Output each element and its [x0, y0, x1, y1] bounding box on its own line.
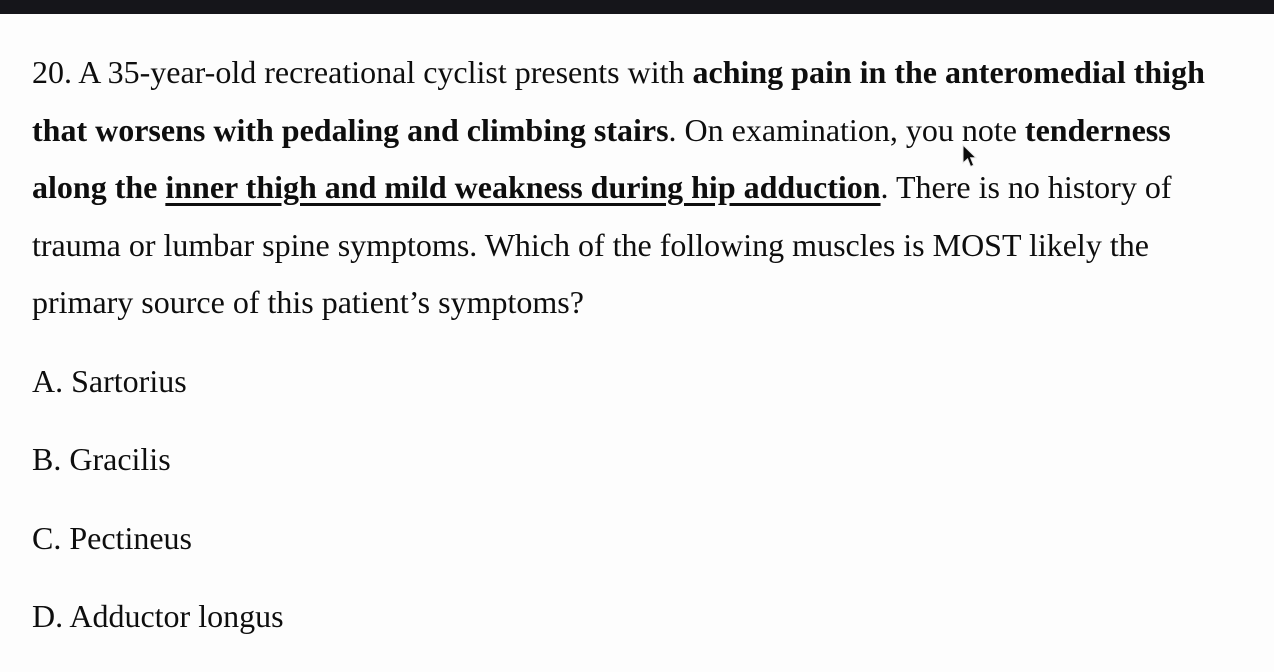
question-text: [32, 44, 1242, 332]
top-bar: [0, 0, 1274, 14]
answer-option-d: D. Adductor longus: [32, 598, 284, 634]
question-line: [32, 102, 1242, 160]
question-line: [32, 217, 1242, 275]
question-segment: . There is no history of: [880, 169, 1172, 205]
question-block: [32, 44, 1242, 646]
question-line: [32, 274, 1242, 332]
question-segment: 20. A 35-year-old recreational cyclist presents with: [32, 54, 693, 90]
question-segment: inner thigh and mild weakness during hip adduction: [165, 169, 881, 205]
question-segment: tenderness: [1024, 111, 1171, 148]
question-segment: primary source of this patient’s symptoms?: [32, 284, 584, 320]
answer-option-c: C. Pectineus: [32, 519, 192, 556]
question-segment: . On examination, you note: [668, 111, 1025, 148]
question-segment: that worsens with pedaling and climbing stairs: [32, 111, 669, 148]
question-segment: trauma or lumbar spine symptoms. Which of the following muscles is MOST likely the: [32, 226, 1149, 263]
question-segment: along the: [32, 169, 166, 205]
options-list: [32, 353, 1242, 646]
question-line: [32, 44, 1242, 102]
question-segment: aching pain in the anteromedial thigh: [692, 54, 1205, 90]
answer-option-b: B. Gracilis: [32, 441, 171, 477]
mouse-cursor-icon: [961, 144, 978, 169]
question-line: [32, 159, 1242, 217]
answer-option-a: A. Sartorius: [32, 362, 187, 399]
